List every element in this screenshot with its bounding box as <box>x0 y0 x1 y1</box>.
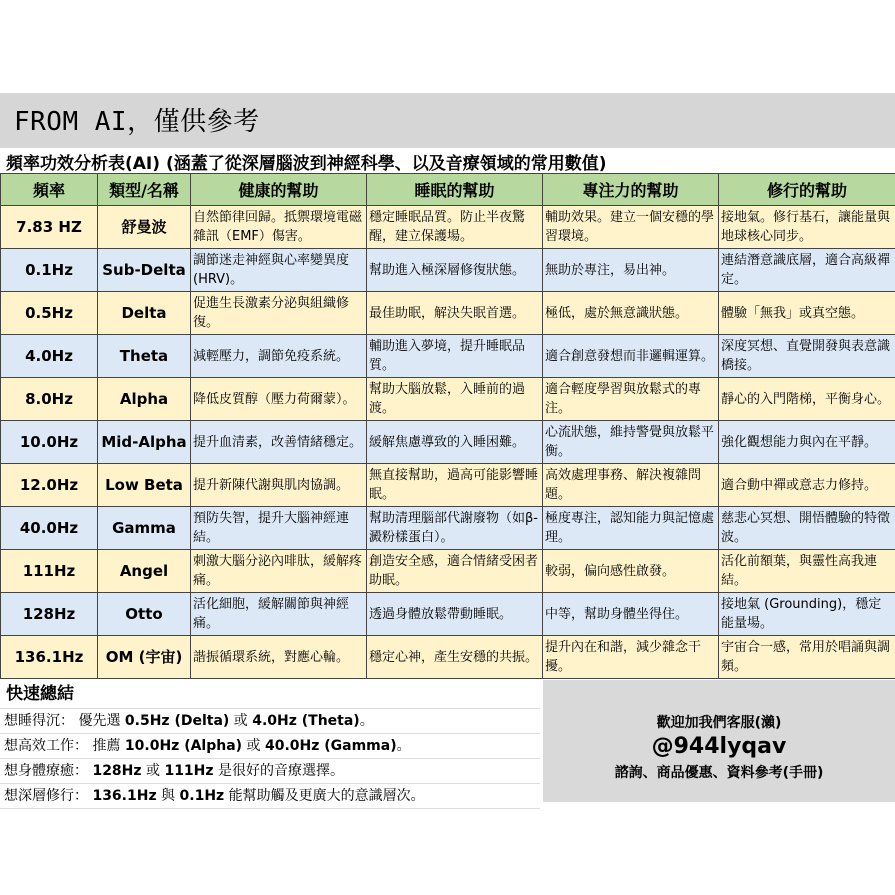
cell-practice: 體驗「無我」或真空態。 <box>719 292 895 335</box>
table-row <box>1 335 895 378</box>
summary-b: 40.0Hz (Gamma) <box>264 738 397 754</box>
summary-post: 。 <box>359 713 374 729</box>
summary-mid: 或 <box>229 713 253 729</box>
summary-post: 能幫助觸及更廣大的意識層次。 <box>224 788 425 804</box>
summary-mid: 與 <box>156 788 180 804</box>
summary-mid: 或 <box>242 738 265 754</box>
summary-b: 111Hz <box>164 763 214 779</box>
cell-practice: 慈悲心冥想、開悟體驗的特徵波。 <box>719 507 895 550</box>
frequency-table <box>0 173 895 679</box>
cell-freq: 12.0Hz <box>1 464 98 507</box>
cell-type: Low Beta <box>98 464 191 507</box>
summary-b: 4.0Hz (Theta) <box>252 713 360 729</box>
summary-line <box>0 759 540 784</box>
summary-line <box>0 784 540 809</box>
cell-focus: 無助於專注，易出神。 <box>543 249 719 292</box>
cell-freq: 0.1Hz <box>1 249 98 292</box>
promo-box <box>543 680 895 802</box>
cell-practice: 連結潛意識底層，適合高級禪定。 <box>719 249 895 292</box>
quick-summary <box>0 680 540 809</box>
table-body <box>1 206 895 679</box>
table-row <box>1 292 895 335</box>
summary-lines <box>0 709 540 809</box>
table-row <box>1 550 895 593</box>
cell-sleep: 幫助清理腦部代謝廢物（如β-澱粉樣蛋白）。 <box>367 507 543 550</box>
summary-post: 。 <box>396 738 411 754</box>
cell-health: 諧振循環系統，對應心輪。 <box>191 636 367 679</box>
table-row <box>1 421 895 464</box>
table-row <box>1 206 895 249</box>
cell-focus: 中等，幫助身體坐得住。 <box>543 593 719 636</box>
table-row <box>1 636 895 679</box>
cell-practice: 靜心的入門階梯，平衡身心。 <box>719 378 895 421</box>
cell-practice: 接地氣。修行基石，讓能量與地球核心同步。 <box>719 206 895 249</box>
cell-health: 提升新陳代謝與肌肉協調。 <box>191 464 367 507</box>
cell-freq: 136.1Hz <box>1 636 98 679</box>
cell-sleep: 無直接幫助，過高可能影響睡眠。 <box>367 464 543 507</box>
cell-type: Sub-Delta <box>98 249 191 292</box>
cell-focus: 提升內在和諧，減少雜念干擾。 <box>543 636 719 679</box>
cell-health: 活化細胞，緩解關節與神經痛。 <box>191 593 367 636</box>
cell-practice: 適合動中禪或意志力修持。 <box>719 464 895 507</box>
cell-freq: 8.0Hz <box>1 378 98 421</box>
cell-focus: 極低，處於無意識狀態。 <box>543 292 719 335</box>
cell-type: Delta <box>98 292 191 335</box>
promo-handle[interactable]: @944lyqav <box>651 734 787 759</box>
cell-freq: 128Hz <box>1 593 98 636</box>
cell-sleep: 透過身體放鬆帶動睡眠。 <box>367 593 543 636</box>
cell-freq: 4.0Hz <box>1 335 98 378</box>
summary-line <box>0 734 540 759</box>
cell-practice: 深度冥想、直覺開發與表意識橋接。 <box>719 335 895 378</box>
cell-sleep: 幫助大腦放鬆，入睡前的過渡。 <box>367 378 543 421</box>
summary-line <box>0 709 540 734</box>
cell-freq: 0.5Hz <box>1 292 98 335</box>
cell-sleep: 創造安全感，適合情緒受困者助眠。 <box>367 550 543 593</box>
cell-health: 刺激大腦分泌內啡肽，緩解疼痛。 <box>191 550 367 593</box>
cell-focus: 輔助效果。建立一個安穩的學習環境。 <box>543 206 719 249</box>
summary-a: 136.1Hz <box>92 788 157 804</box>
cell-sleep: 穩定心神，產生安穩的共振。 <box>367 636 543 679</box>
cell-practice: 活化前額葉，與靈性高我連結。 <box>719 550 895 593</box>
cell-focus: 高效處理事務、解決複雜問題。 <box>543 464 719 507</box>
cell-practice: 宇宙合一感，常用於唱誦與調頻。 <box>719 636 895 679</box>
cell-sleep: 幫助進入極深層修復狀態。 <box>367 249 543 292</box>
cell-freq: 40.0Hz <box>1 507 98 550</box>
promo-topics: 諮詢、商品優惠、資料參考(手冊) <box>614 765 824 781</box>
header-sleep: 睡眠的幫助 <box>367 174 543 206</box>
table-header-row <box>1 174 895 206</box>
cell-focus: 適合創意發想而非邏輯運算。 <box>543 335 719 378</box>
cell-health: 促進生長激素分泌與組織修復。 <box>191 292 367 335</box>
cell-health: 降低皮質醇（壓力荷爾蒙）。 <box>191 378 367 421</box>
header-practice: 修行的幫助 <box>719 174 895 206</box>
cell-type: Angel <box>98 550 191 593</box>
summary-mid: 或 <box>141 763 165 779</box>
cell-type: Alpha <box>98 378 191 421</box>
header-freq: 頻率 <box>1 174 98 206</box>
table-row <box>1 507 895 550</box>
table-row <box>1 249 895 292</box>
cell-health: 預防失智，提升大腦神經連結。 <box>191 507 367 550</box>
summary-pre: 優先選 <box>74 713 125 729</box>
cell-freq: 7.83 HZ <box>1 206 98 249</box>
cell-freq: 10.0Hz <box>1 421 98 464</box>
cell-focus: 較弱，偏向感性啟發。 <box>543 550 719 593</box>
promo-invite: 歡迎加我們客服(瀨) <box>656 715 782 731</box>
cell-focus: 極度專注，認知能力與記憶處理。 <box>543 507 719 550</box>
cell-sleep: 穩定睡眠品質。防止半夜驚醒，建立保護場。 <box>367 206 543 249</box>
summary-post: 是很好的音療選擇。 <box>213 763 344 779</box>
banner-text: FROM AI，僅供參考 <box>14 107 260 137</box>
cell-practice: 強化觀想能力與內在平靜。 <box>719 421 895 464</box>
header-type: 類型/名稱 <box>98 174 191 206</box>
cell-health: 自然節律回歸。抵禦環境電磁雜訊（EMF）傷害。 <box>191 206 367 249</box>
summary-a: 10.0Hz (Alpha) <box>124 738 243 754</box>
cell-freq: 111Hz <box>1 550 98 593</box>
cell-type: 舒曼波 <box>98 206 191 249</box>
summary-pre: 推薦 <box>88 738 125 754</box>
cell-type: Gamma <box>98 507 191 550</box>
cell-health: 提升血清素，改善情緒穩定。 <box>191 421 367 464</box>
cell-focus: 心流狀態，維持警覺與放鬆平衡。 <box>543 421 719 464</box>
summary-title: 快速總結 <box>0 680 540 709</box>
table-row <box>1 464 895 507</box>
cell-sleep: 緩解焦慮導致的入睡困難。 <box>367 421 543 464</box>
cell-sleep: 輔助進入夢境，提升睡眠品質。 <box>367 335 543 378</box>
cell-sleep: 最佳助眠，解決失眠首選。 <box>367 292 543 335</box>
cell-type: Otto <box>98 593 191 636</box>
cell-type: Theta <box>98 335 191 378</box>
summary-a: 128Hz <box>92 763 142 779</box>
summary-label: 想睡得沉： <box>4 713 74 729</box>
summary-label: 想深層修行： <box>4 788 88 804</box>
banner <box>0 93 895 148</box>
cell-focus: 適合輕度學習與放鬆式的專注。 <box>543 378 719 421</box>
cell-practice: 接地氣 (Grounding)，穩定能量場。 <box>719 593 895 636</box>
cell-health: 調節迷走神經與心率變異度 (HRV)。 <box>191 249 367 292</box>
cell-health: 減輕壓力，調節免疫系統。 <box>191 335 367 378</box>
cell-type: Mid-Alpha <box>98 421 191 464</box>
table-row <box>1 378 895 421</box>
table-title: 頻率功效分析表(AI) (涵蓋了從深層腦波到神經科學、以及音療領域的常用數值) <box>6 154 607 174</box>
summary-label: 想高效工作： <box>4 738 88 754</box>
summary-a: 0.5Hz (Delta) <box>124 713 230 729</box>
cell-type: OM (宇宙) <box>98 636 191 679</box>
header-focus: 專注力的幫助 <box>543 174 719 206</box>
summary-label: 想身體療癒： <box>4 763 88 779</box>
table-row <box>1 593 895 636</box>
summary-b: 0.1Hz <box>179 788 225 804</box>
header-health: 健康的幫助 <box>191 174 367 206</box>
